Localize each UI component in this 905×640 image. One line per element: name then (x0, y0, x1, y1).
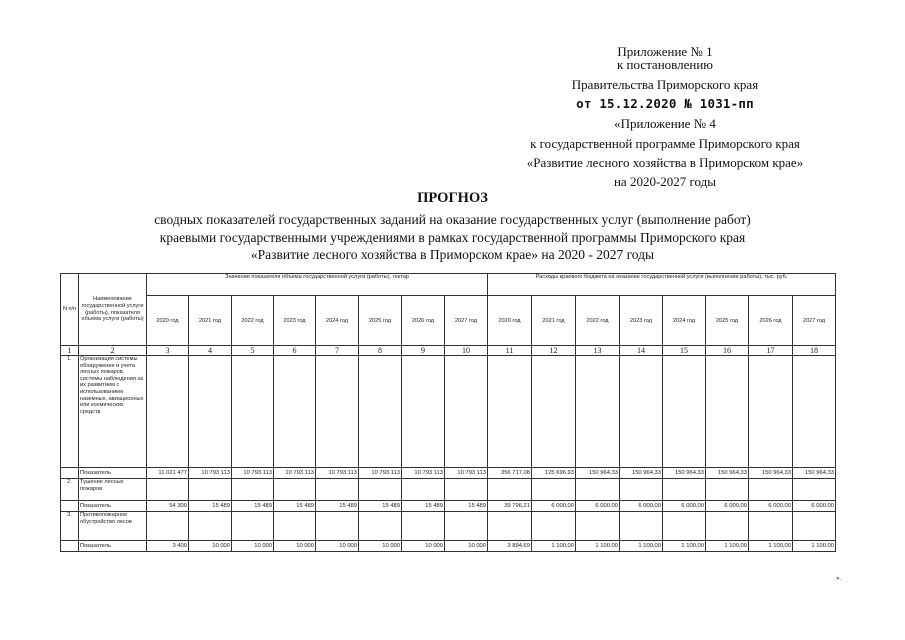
column-number: 13 (576, 346, 620, 356)
year-header: 2020 год (147, 296, 189, 346)
volume-cell: 15 489 (445, 501, 488, 512)
document-title: ПРОГНОЗ (417, 190, 488, 206)
expense-cell: 6 000,00 (576, 501, 620, 512)
expense-cell: 6 000,00 (663, 501, 706, 512)
expense-cell: 39 796,21 (488, 501, 532, 512)
volume-cell: 15 489 (189, 501, 232, 512)
expense-cell: 1 100,00 (620, 541, 663, 552)
service-row (61, 512, 836, 541)
expense-cell: 150 964,33 (749, 468, 793, 479)
year-header: 2025 год (359, 296, 402, 346)
volume-cell: 10 000 (316, 541, 359, 552)
expense-cell: 150 964,33 (620, 468, 663, 479)
appendix-line: «Развитие лесного хозяйства в Приморском крае» (526, 155, 804, 170)
expense-cell: 1 100,00 (793, 541, 836, 552)
col-name-header: Наименование государственной услуги (работы), показателя объема услуги (работы) (79, 274, 147, 346)
volume-cell: 15 489 (274, 501, 316, 512)
expense-cell: 1 100,00 (749, 541, 793, 552)
column-number: 1 (61, 346, 79, 356)
column-number: 10 (445, 346, 488, 356)
column-number: 15 (663, 346, 706, 356)
column-number: 16 (706, 346, 749, 356)
row-number: 1. (61, 356, 79, 468)
year-header: 2027 год (793, 296, 836, 346)
volume-cell: 10 000 (445, 541, 488, 552)
volume-cell: 11 021 477 (147, 468, 189, 479)
year-header: 2026 год (749, 296, 793, 346)
column-number: 6 (274, 346, 316, 356)
service-row (61, 479, 836, 501)
indicator-label: Показатель (79, 501, 147, 512)
appendix-line: к государственной программе Приморского края (530, 136, 800, 151)
expense-cell: 6 000,00 (706, 501, 749, 512)
expense-cell: 6 000,00 (532, 501, 576, 512)
volume-cell: 10 793 113 (189, 468, 232, 479)
forecast-table (60, 273, 836, 552)
column-number: 17 (749, 346, 793, 356)
expense-cell: 1 100,00 (706, 541, 749, 552)
expense-cell: 125 696,93 (532, 468, 576, 479)
volume-group-header: Значение показателя объема государственной услуги (работы), гектар (147, 274, 488, 296)
indicator-row (61, 468, 836, 479)
expense-cell: 6 000,00 (793, 501, 836, 512)
volume-cell: 10 000 (402, 541, 445, 552)
column-number: 3 (147, 346, 189, 356)
column-number-row (61, 346, 836, 356)
volume-cell: 10 793 113 (232, 468, 274, 479)
volume-cell: 10 793 113 (359, 468, 402, 479)
volume-cell: 15 489 (402, 501, 445, 512)
year-header: 2026 год (402, 296, 445, 346)
year-header: 2021 год (189, 296, 232, 346)
column-number: 4 (189, 346, 232, 356)
expense-group-header: Расходы краевого бюджета на оказание государственной услуги (выполнение работы), тыс. руб. (488, 274, 836, 296)
expense-cell: 1 100,00 (576, 541, 620, 552)
year-header: 2022 год (576, 296, 620, 346)
indicator-label: Показатель (79, 541, 147, 552)
decree-number: от 15.12.2020 № 1031-пп (576, 96, 754, 111)
appendix-line: Приложение № 1 (617, 44, 713, 59)
column-number: 18 (793, 346, 836, 356)
appendix-header (500, 44, 830, 190)
year-header: 2023 год (620, 296, 663, 346)
column-number: 5 (232, 346, 274, 356)
page-mark: ». (836, 576, 842, 582)
volume-cell: 10 793 113 (316, 468, 359, 479)
appendix-line: Правительства Приморского края (571, 77, 759, 92)
subtitle-line: краевыми государственными учреждениями в рамках государственной программы Приморского края (159, 229, 746, 245)
column-number: 9 (402, 346, 445, 356)
expense-cell: 150 964,33 (793, 468, 836, 479)
volume-cell: 10 000 (232, 541, 274, 552)
column-number: 8 (359, 346, 402, 356)
indicator-label: Показатель (79, 468, 147, 479)
indicator-row (61, 541, 836, 552)
volume-cell: 10 000 (359, 541, 402, 552)
col-num-header: N п/п (61, 274, 79, 346)
expense-cell: 356 717,08 (488, 468, 532, 479)
service-name: Тушение лесных пожаров (79, 479, 147, 501)
appendix-line: «Приложение № 4 (614, 116, 716, 131)
year-header: 2020 год (488, 296, 532, 346)
year-header: 2024 год (663, 296, 706, 346)
service-name: Организация системы обнаружения и учета лесных пожаров, системы наблюдения за их развитием с использованием наземных, авиационных или космических средств (79, 356, 147, 468)
column-number: 11 (488, 346, 532, 356)
service-name: Противопожарное обустройство лесов (79, 512, 147, 541)
expense-cell: 150 964,33 (576, 468, 620, 479)
year-header: 2021 год (532, 296, 576, 346)
row-number: 2. (61, 479, 79, 501)
indicator-row (61, 501, 836, 512)
volume-cell: 15 489 (359, 501, 402, 512)
column-number: 12 (532, 346, 576, 356)
volume-cell: 10 000 (189, 541, 232, 552)
volume-cell: 54 300 (147, 501, 189, 512)
expense-cell: 150 964,33 (663, 468, 706, 479)
column-number: 7 (316, 346, 359, 356)
expense-cell: 6 000,00 (749, 501, 793, 512)
year-header: 2027 год (445, 296, 488, 346)
row-number: 3. (61, 512, 79, 541)
expense-cell: 150 964,33 (706, 468, 749, 479)
year-header: 2023 год (274, 296, 316, 346)
volume-cell: 3 400 (147, 541, 189, 552)
volume-cell: 10 793 113 (445, 468, 488, 479)
expense-cell: 1 100,00 (532, 541, 576, 552)
year-header-row (61, 296, 836, 346)
volume-cell: 10 000 (274, 541, 316, 552)
expense-cell: 3 894,69 (488, 541, 532, 552)
volume-cell: 15 489 (316, 501, 359, 512)
expense-cell: 6 000,00 (620, 501, 663, 512)
column-number: 2 (79, 346, 147, 356)
year-header: 2024 год (316, 296, 359, 346)
subtitle-line: сводных показателей государственных заданий на оказание государственных услуг (выполнение работ) (154, 212, 751, 227)
service-row (61, 356, 836, 468)
subtitle-line: «Развитие лесного хозяйства в Приморском крае» на 2020 - 2027 годы (250, 247, 655, 262)
volume-cell: 15 489 (232, 501, 274, 512)
year-header: 2025 год (706, 296, 749, 346)
year-header: 2022 год (232, 296, 274, 346)
volume-cell: 10 793 113 (274, 468, 316, 479)
document-subtitle (100, 211, 805, 264)
appendix-line: на 2020-2027 годы (613, 174, 717, 189)
expense-cell: 1 100,00 (663, 541, 706, 552)
appendix-line: к постановлению (616, 57, 714, 72)
column-number: 14 (620, 346, 663, 356)
volume-cell: 10 793 113 (402, 468, 445, 479)
